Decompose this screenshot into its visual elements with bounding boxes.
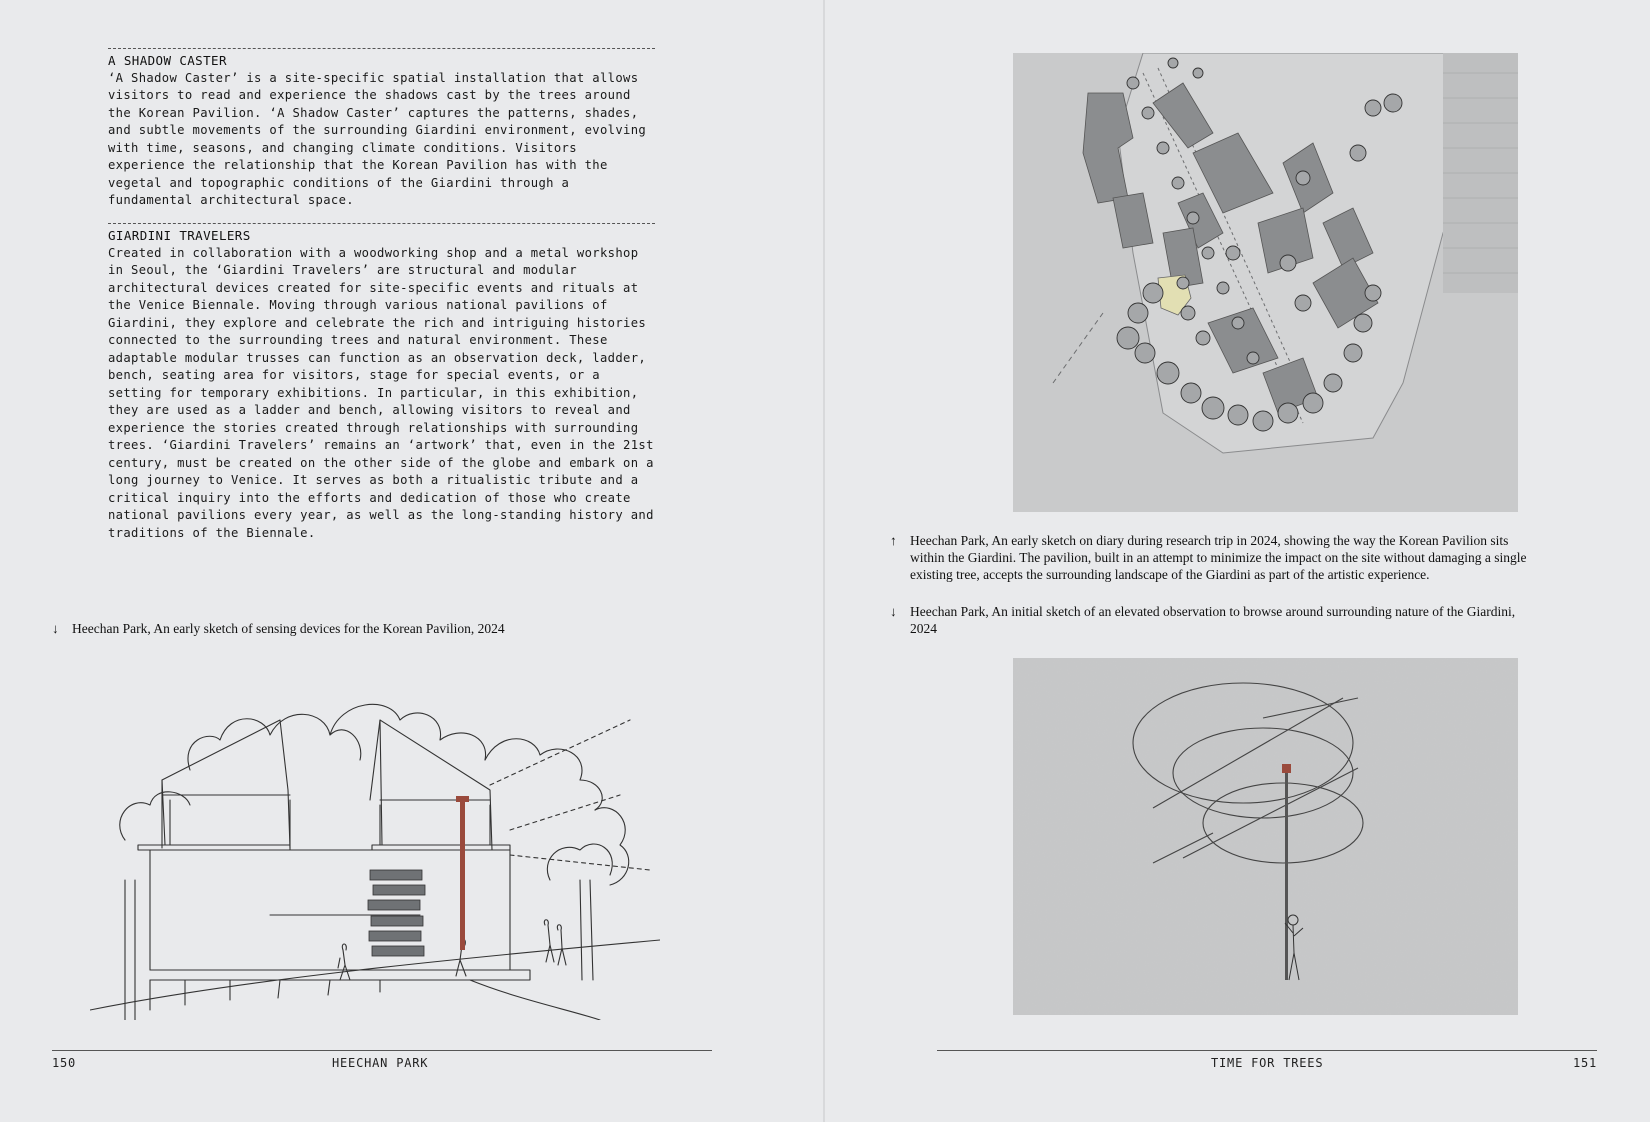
arrow-down-icon: ↓ bbox=[890, 604, 897, 619]
left-page bbox=[0, 0, 823, 1122]
caption-text: Heechan Park, An early sketch on diary during research trip in 2024, showing the way the Korean Pavilion sits within the Giardini. The pavilion, built in an attempt to minimize the impact on the site without damaging a single existing tree, accepts the surrounding landscape of the Giardini as part of the artistic experience. bbox=[910, 533, 1527, 582]
caption-text: Heechan Park, An initial sketch of an elevated observation to browse around surrounding nature of the Giardini, 2024 bbox=[910, 604, 1516, 636]
footer-rule bbox=[937, 1050, 1597, 1051]
section-divider bbox=[108, 48, 655, 49]
running-head: HEECHAN PARK bbox=[332, 1056, 429, 1070]
arrow-up-icon: ↑ bbox=[890, 533, 897, 548]
arrow-down-icon: ↓ bbox=[52, 621, 59, 636]
figure-caption-observation bbox=[890, 603, 1530, 637]
caption-text: Heechan Park, An early sketch of sensing devices for the Korean Pavilion, 2024 bbox=[72, 621, 505, 636]
section-giardini-travelers bbox=[108, 223, 655, 542]
running-head: TIME FOR TREES bbox=[1211, 1056, 1324, 1070]
page-number: 150 bbox=[52, 1056, 77, 1070]
footer-rule bbox=[52, 1050, 712, 1051]
section-body: ‘A Shadow Caster’ is a site-specific spatial installation that allows visitors to read and experience the shadows cast by the trees around the Korean Pavilion. ‘A Shadow Caster’ captures the patterns, shades, and subtle movements of the surrounding Giardini environment, evolving with time, seasons, and changing climate conditions. Visitors experience the relationship that the Korean Pavilion has with the vegetal and topographic conditions of the Giardini through a fundamental architectural space. bbox=[108, 70, 647, 207]
pavilion-section-sketch bbox=[90, 680, 660, 1020]
figure-caption bbox=[52, 620, 732, 637]
figure-caption-site-plan bbox=[890, 532, 1530, 583]
section-title: GIARDINI TRAVELERS bbox=[108, 228, 251, 243]
section-body: Created in collaboration with a woodworking shop and a metal workshop in Seoul, the ‘Giardini Travelers’ are structural and modular architectural devices created for site-specific events and rituals at the Venice Biennale. Moving through various national pavilions of Giardini, they explore and celebrate the rich and intriguing histories connected to the surrounding trees and natural environment. These adaptable modular trusses can function as an observation deck, ladder, bench, seating area for visitors, stage for special events, or a setting for temporary exhibitions. In particular, in this exhibition, they are used as a ladder and bench, allowing visitors to reveal and experience the stories created through relationships with surrounding trees. ‘Giardini Travelers’ remains an ‘artwork’ that, even in the 21st century, must be created on the other side of the globe and embark on a long journey to Venice. It serves as both a ritualistic tribute and a critical inquiry into the efforts and dedication of those who create national pavilions every year, as well as the long-standing history and traditions of the Biennale. bbox=[108, 245, 654, 540]
section-shadow-caster bbox=[108, 48, 655, 210]
section-divider bbox=[108, 223, 655, 224]
page-number: 151 bbox=[1573, 1056, 1598, 1070]
elevated-observation-sketch bbox=[1013, 658, 1518, 1015]
section-title: A SHADOW CASTER bbox=[108, 53, 227, 68]
right-page bbox=[825, 0, 1650, 1122]
giardini-site-plan-sketch bbox=[1013, 53, 1518, 512]
